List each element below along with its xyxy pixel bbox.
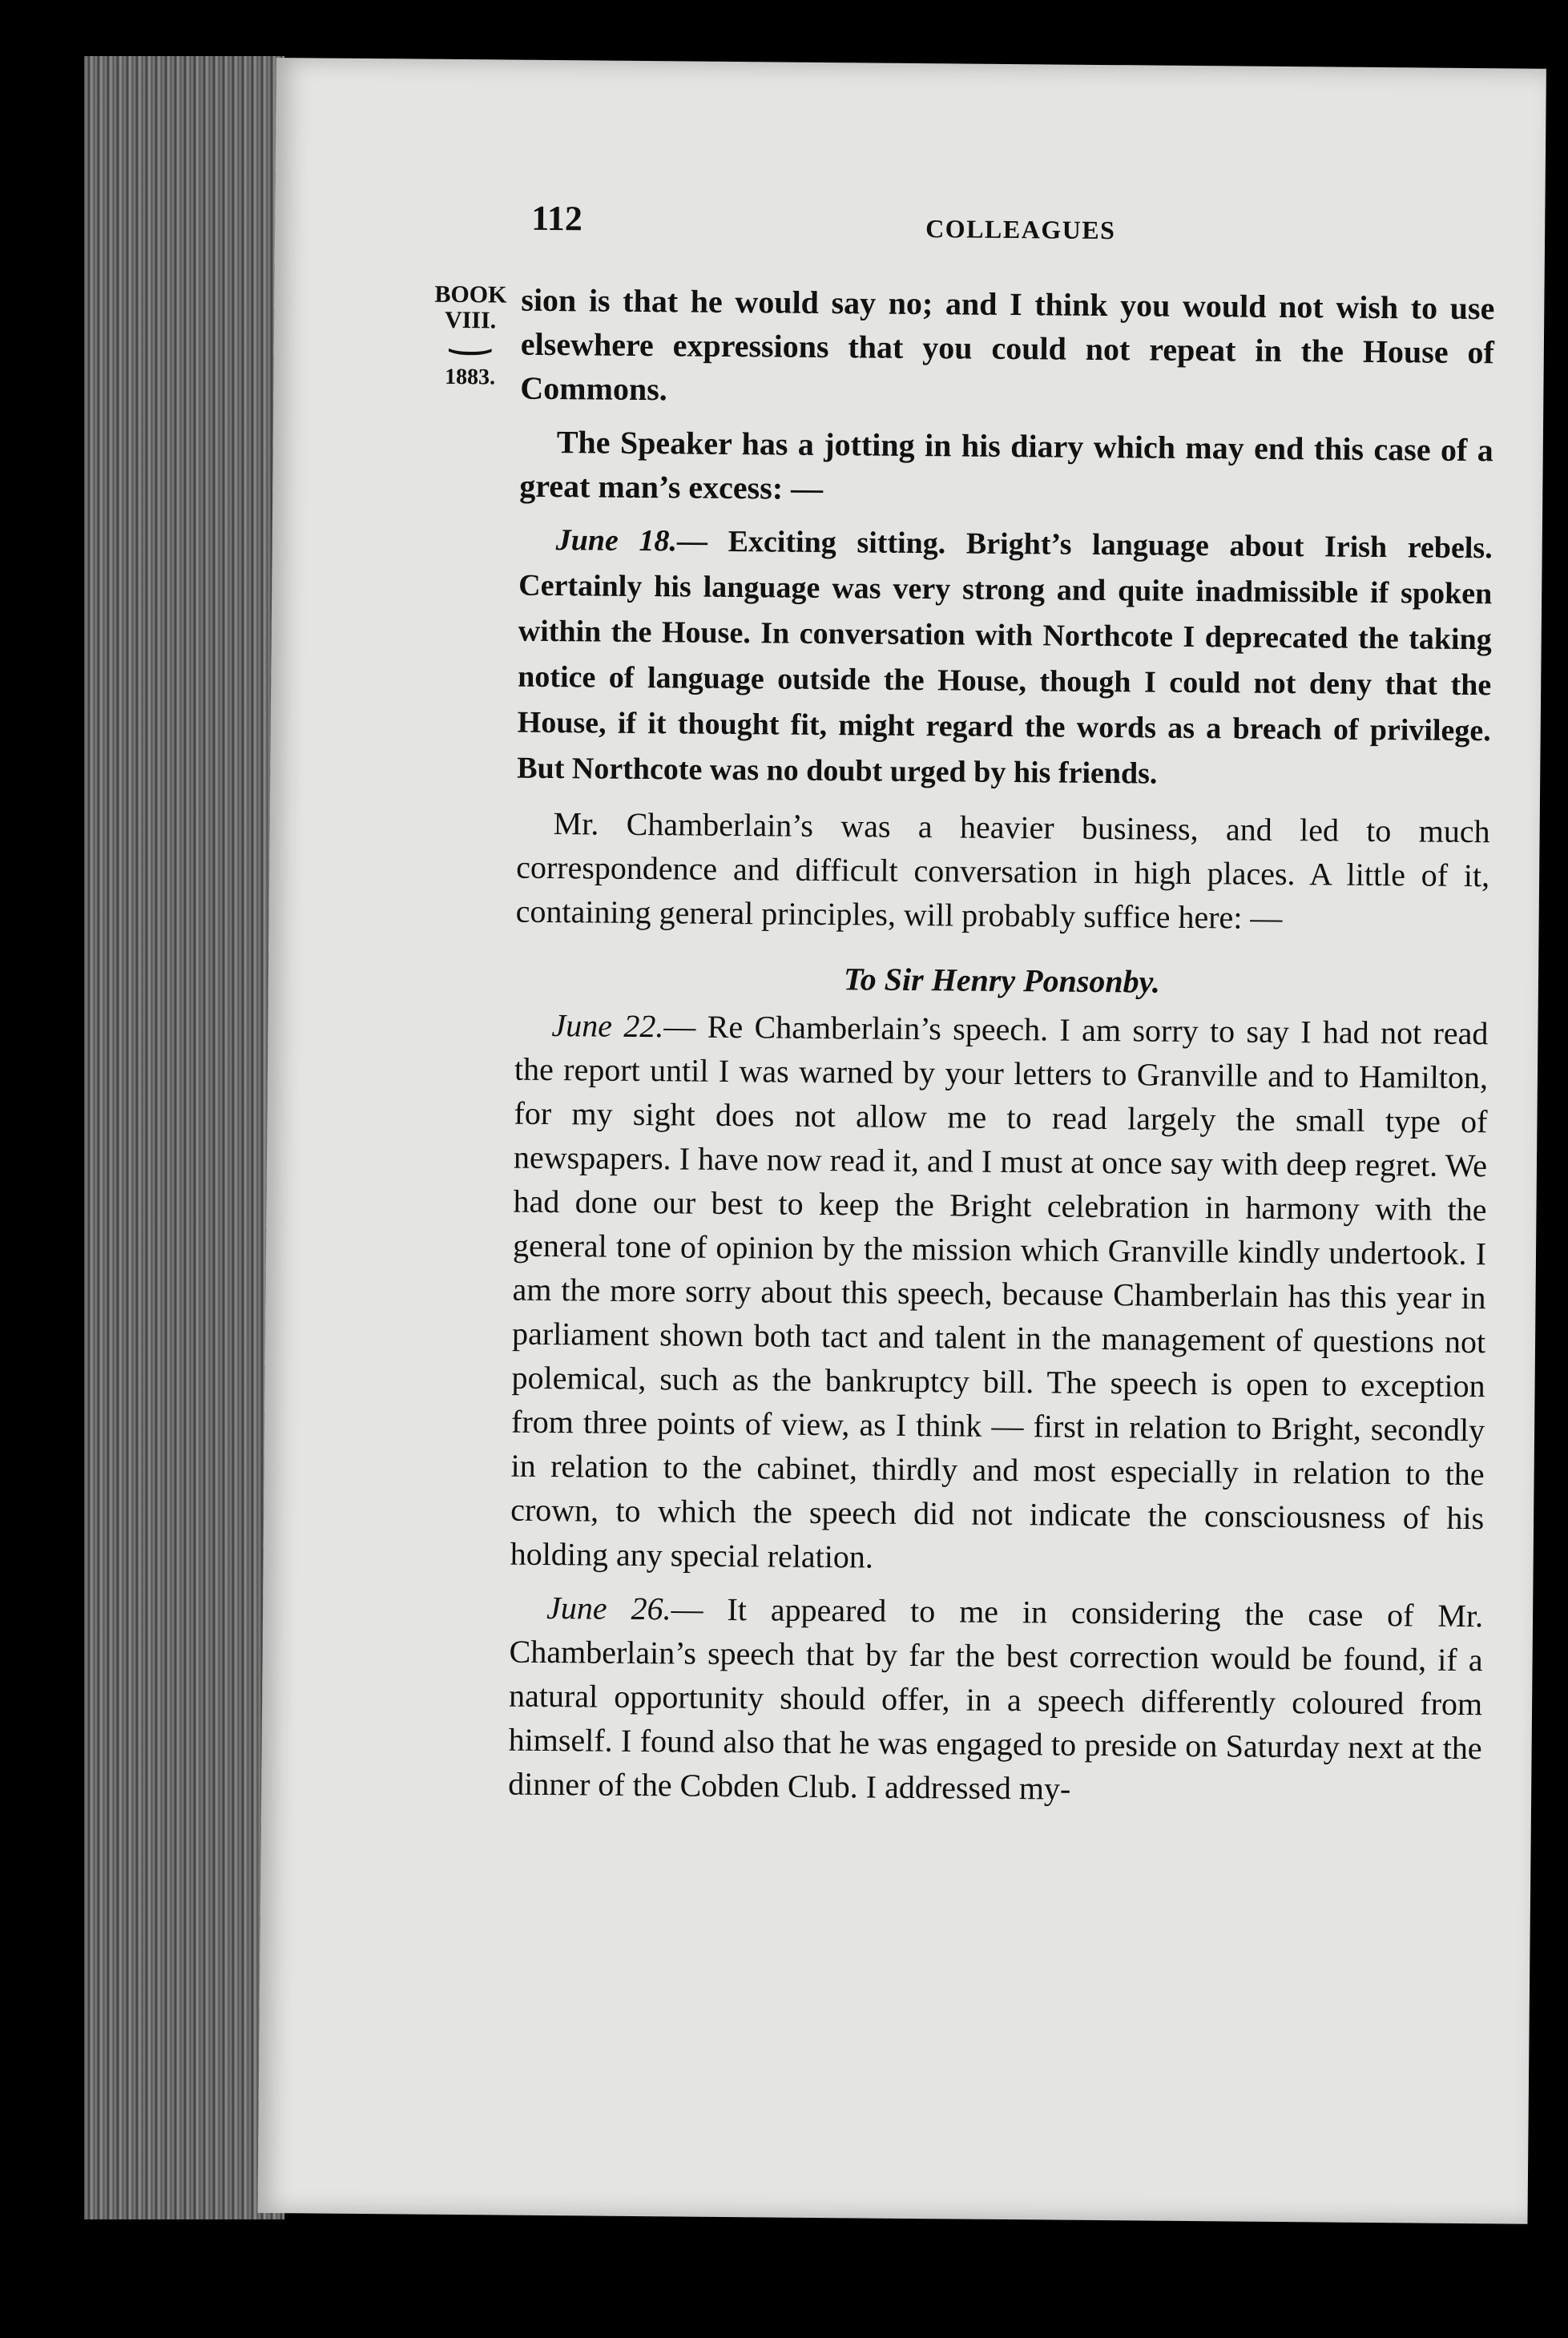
margin-book-label: BOOK <box>434 280 507 308</box>
running-head: COLLEAGUES <box>925 214 1116 245</box>
diary-text: — Exciting sitting. Bright’s language about Irish rebels. Certainly his language was very strong and quite inadmissible if spoken within the House. In conversation with Northcote I deprecated the taking notice of language outside the House, though I could not deny that the House, if it thought fit, might regard the words as a breach of privilege. But Northcote was no doubt urged by his friends. <box>517 524 1493 791</box>
diary-entry <box>517 518 1493 800</box>
letter-entry-june-26 <box>508 1586 1483 1815</box>
page-number: 112 <box>531 198 583 239</box>
letter-heading: To Sir Henry Ponsonby. <box>843 961 1161 1000</box>
page-header <box>531 198 1534 263</box>
paragraph-continued: sion is that he would say no; and I think you would not wish to use elsewhere expressions that you could not repeat in the House of Commons. <box>520 281 1495 408</box>
diary-date: June 18. <box>555 523 678 558</box>
margin-note <box>413 282 526 390</box>
page-body <box>508 278 1495 1824</box>
margin-year-label: 1883. <box>444 364 496 390</box>
letter-text-june-26: — It appeared to me in considering the case of Mr. Chamberlain’s speech that by far the best correction would be found, if a natural opportunity should offer, in a speech differently coloured from himself. I found also that he was engaged to preside on Saturday next at the dinner of the Cobden Club. I addressed my- <box>508 1590 1484 1807</box>
book-page <box>258 58 1546 2224</box>
paragraph-speaker-diary-intro: The Speaker has a jotting in his diary which may end this case of a great man’s excess: — <box>519 424 1493 506</box>
margin-volume-label: VIII. <box>444 306 497 334</box>
letter-entry-june-22 <box>510 1003 1488 1585</box>
margin-brace-icon: ⌣ <box>445 333 495 366</box>
paragraph-chamberlain: Mr. Chamberlain’s was a heavier business, and led to much correspondence and difficult conversation in high places. A little of it, containing general principles, will probably suffice here: — <box>515 805 1490 936</box>
letter-date-june-22: June 22. <box>551 1007 664 1045</box>
book-spine-edge <box>84 56 284 2219</box>
letter-date-june-26: June 26. <box>546 1590 671 1627</box>
letter-text-june-22: — Re Chamberlain’s speech. I am sorry to say I had not read the report until I was warned by your letters to Granville and to Hamilton, for my sight does not allow me to read largely the small type of newspapers. I have now read it, and I must at once say with deep regret. We had done our best to keep the Bright celebration in harmony with the general tone of opinion by the mission which Granville kindly undertook. I am the more sorry about this speech, because Chamberlain has this year in parliament shown both tact and talent in the management of questions not polemical, such as the bankruptcy bill. The speech is open to exception from three points of view, as I think — first in relation to Bright, secondly in relation to the cabinet, thirdly and most especially in relation to the crown, to which the speech did not indicate the consciousness of his holding any special relation. <box>510 1008 1489 1575</box>
